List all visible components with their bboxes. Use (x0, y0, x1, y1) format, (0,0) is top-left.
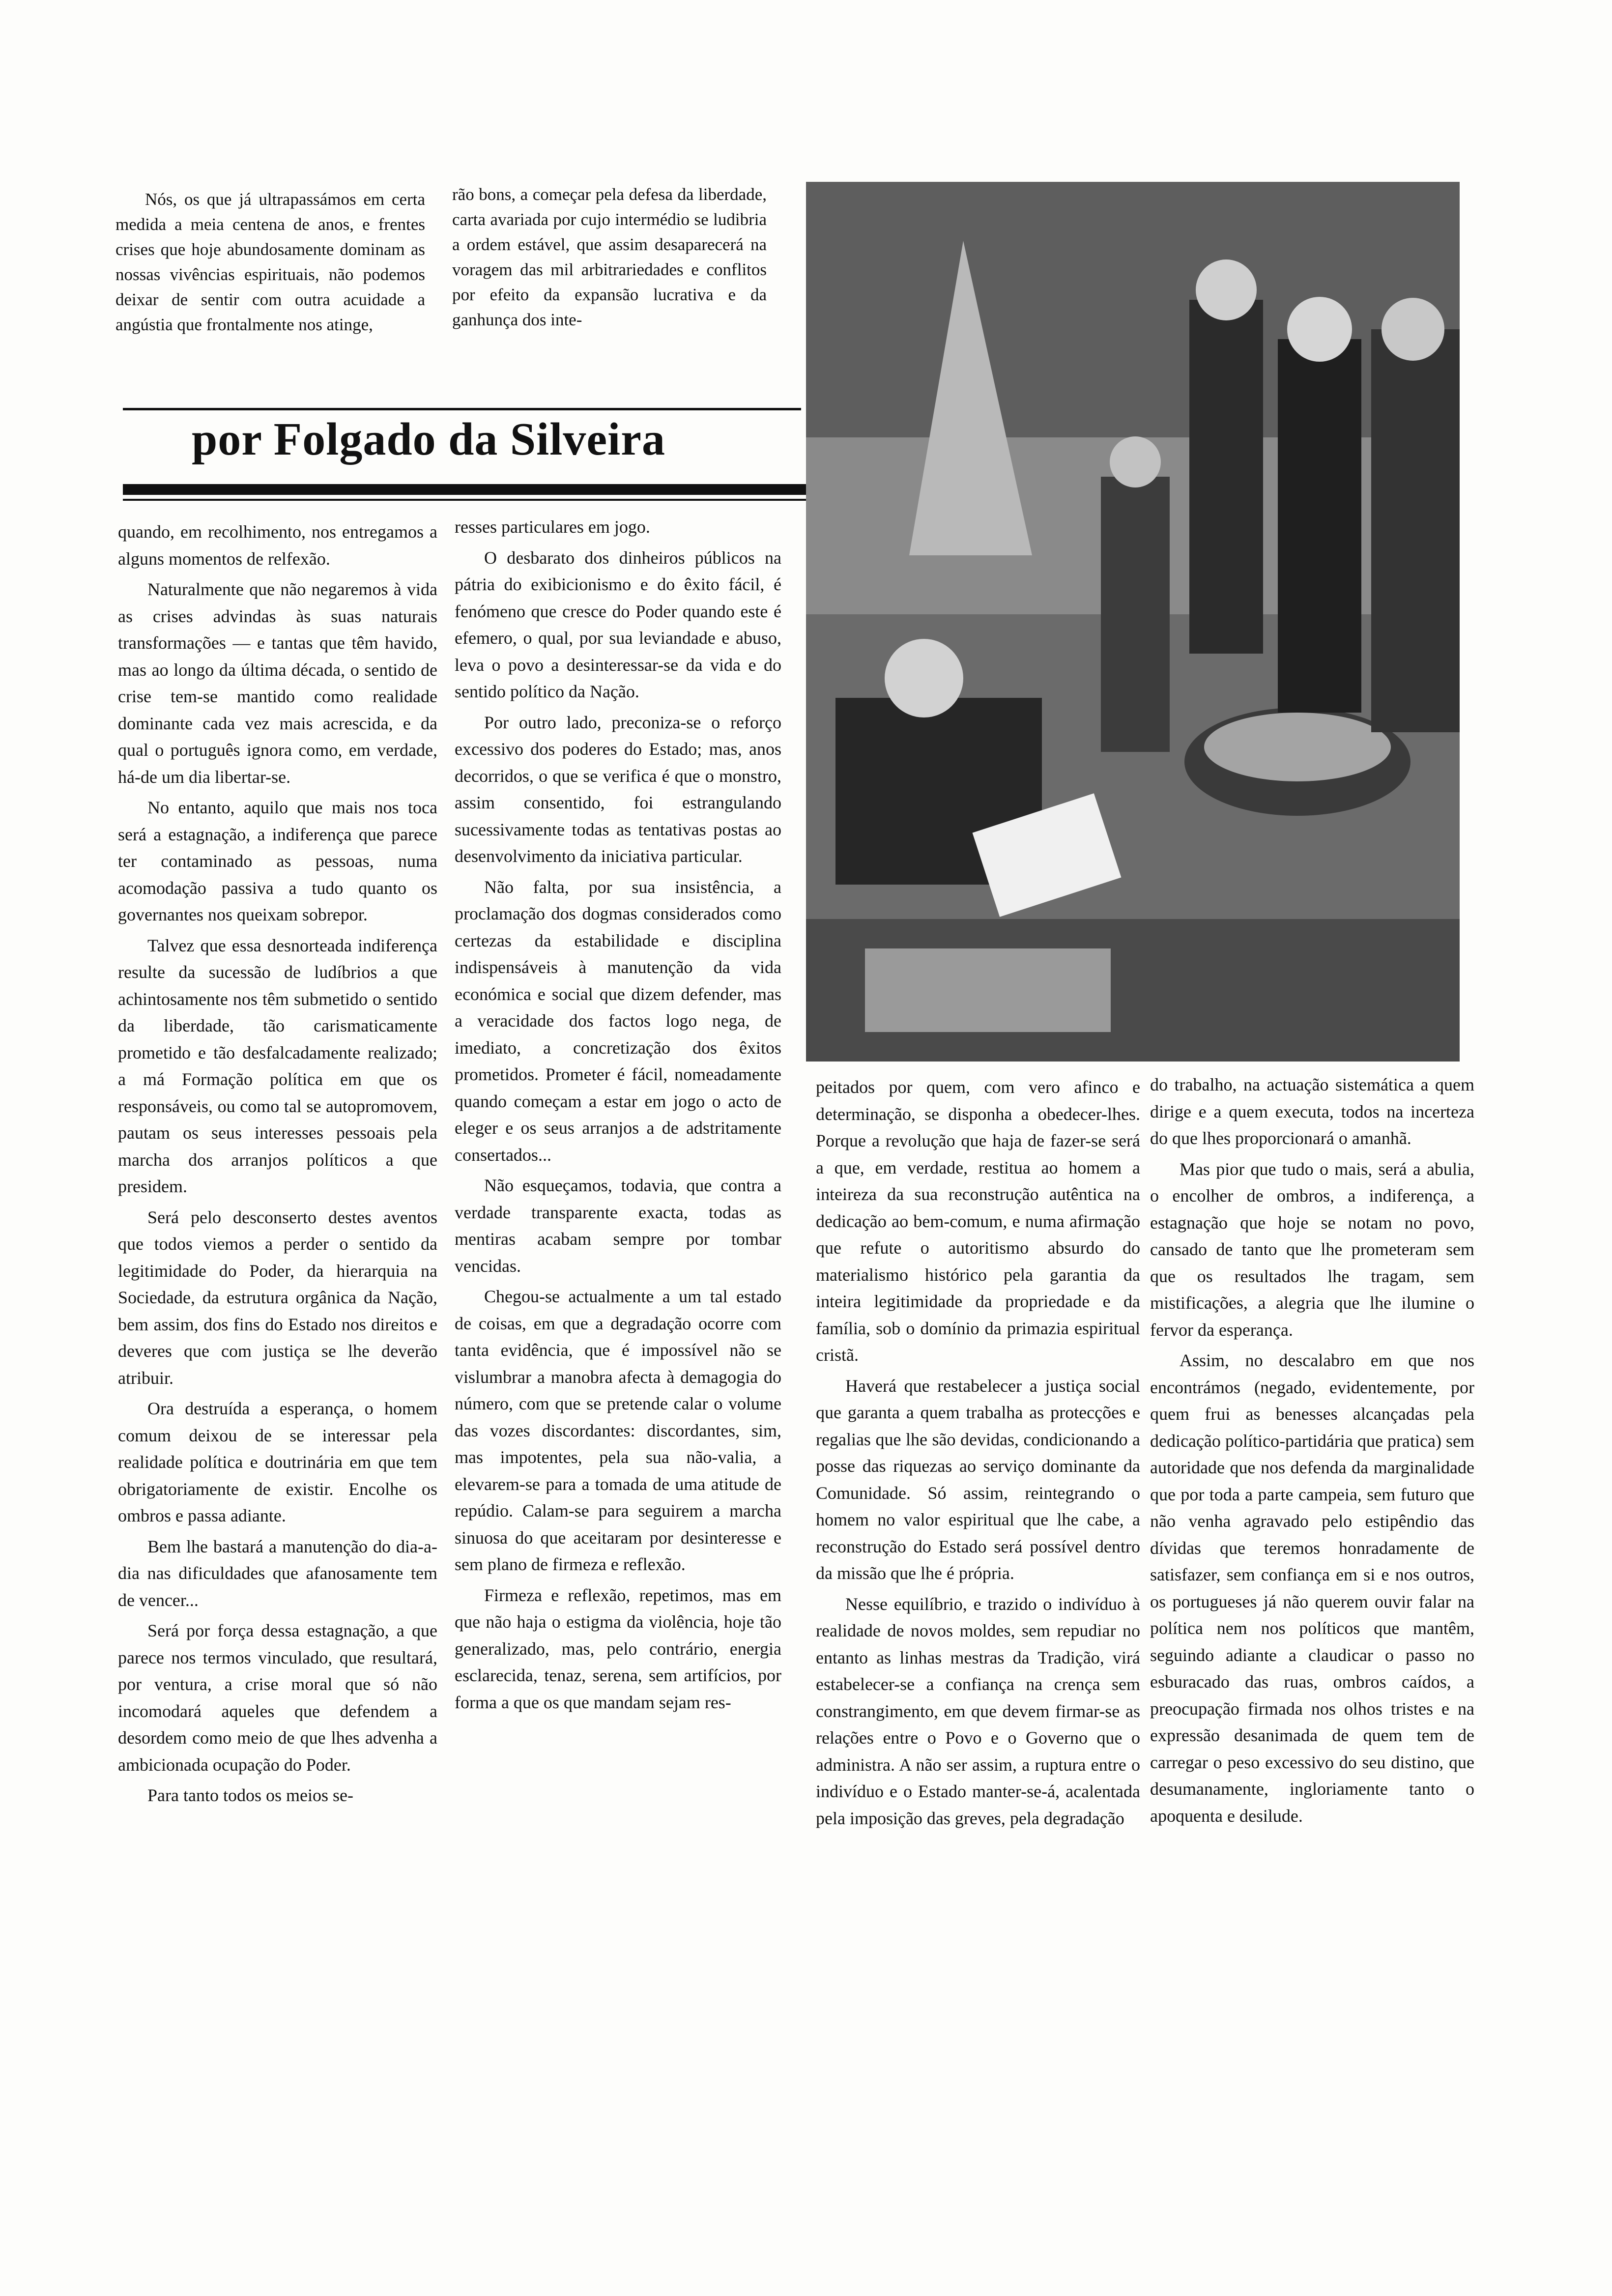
col4-paragraph: Assim, no descalabro em que nos encontrámos (negado, evidentemente, por quem frui as benesses alcançadas pela dedicação político-partidária que pratica) sem autoridade que nos defenda da marginalidade que por toda a parte campeia, sem futuro que não venha agravado pelo estipêndio das dívidas que teremos honradamente de satisfazer, sem confiança em si e nos outros, os portugueses já não querem ouvir falar na política nem nos políticos que mantêm, seguindo adiante a claudicar o passo no esburacado das ruas, ombros caídos, a preocupação firmada nos olhos tristes e na expressão desanimada de quem tem de carregar o peso excessivo do seu distino, que desumanamente, ingloriamente tanto o apoquenta e desilude. (1150, 1350, 1474, 1826)
col2-paragraph: Não esqueçamos, todavia, que contra a verdade transparente exacta, todas as mentiras acabam sempre por tombar vencidas. (455, 1176, 781, 1276)
col1-paragraph: No entanto, aquilo que mais nos toca será a estagnação, a indiferença que parece ter contaminado as pessoas, numa acomodação passiva a tudo quanto os governantes nos queixam sobrepor. (118, 798, 437, 924)
col2-paragraph: resses particulares em jogo. (455, 517, 650, 537)
column-4 (1150, 1071, 1474, 1829)
byline-rule-thick (123, 484, 806, 495)
col1-paragraph: quando, em recolhimento, nos entregamos a alguns momentos de relfexão. (118, 522, 437, 569)
intro-column-2 (452, 182, 767, 332)
col1-paragraph: Será pelo desconserto destes aventos que todos viemos a perder o sentido da legitimidade do Poder, da hierarquia na Sociedade, da estrutura orgânica da Nação, bem assim, dos fins do Estado nos direitos e deveres que com justiça se lhe deverão atribuir. (118, 1207, 437, 1388)
column-2 (455, 514, 781, 1716)
column-3 (816, 1074, 1140, 1832)
column-1 (118, 518, 437, 1809)
intro-paragraph-2: rão bons, a começar pela defesa da liberdade, carta avariada por cujo intermédio se ludibria a ordem estável, que assim desaparecerá na voragem das mil arbitrariedades e conflitos por efeito da expansão lucrativa e da ganhunça dos inte- (452, 185, 767, 329)
col4-paragraph: do trabalho, na actuação sistemática a quem dirige e a quem executa, todos na incerteza do que lhes proporcionará o amanhã. (1150, 1075, 1474, 1148)
intro-column-1 (115, 187, 425, 337)
col2-paragraph: Por outro lado, preconiza-se o reforço excessivo dos poderes do Estado; mas, anos decorridos, o que se verifica é que o monstro, assim consentido, foi estrangulando sucessivamente todas as tentativas postas ao desenvolvimento da iniciativa particular. (455, 712, 781, 866)
col3-paragraph: peitados por quem, com vero afinco e determinação, se disponha a obedecer-lhes. Porque a revolução que haja de fazer-se será a que, em verdade, restitua ao homem a inteireza da sua reconstrução autêntica na dedicação ao bem-comum, e numa afirmação que refute o autoritismo absurdo do materialismo histórico pela garantia da inteira legitimidade da propriedade e da família, sob o domínio da primazia espiritual cristã. (816, 1077, 1140, 1365)
col4-paragraph: Mas pior que tudo o mais, será a abulia, o encolher de ombros, a indiferença, a estagnação que hoje se notam no povo, cansado de tanto que lhe prometeram sem que os resultados lhe tragam, sem mistificações, a alegria que lhe ilumine o fervor da esperança. (1150, 1159, 1474, 1340)
col1-paragraph: Naturalmente que não negaremos à vida as crises advindas às suas naturais transformações — e tantas que têm havido, mas ao longo da última década, o sentido de crise tem-se mantido como realidade dominante cada vez mais acrescida, e da qual o português ignora como, em verdade, há-de um dia libertar-se. (118, 579, 437, 787)
col1-paragraph: Bem lhe bastará a manutenção do dia-a-dia nas dificuldades que afanosamente tem de vencer... (118, 1536, 437, 1610)
col1-paragraph: Ora destruída a esperança, o homem comum deixou de se interessar pela realidade política e doutrinária em que tem obrigatoriamente de existir. Encolhe os ombros e passa adiante. (118, 1399, 437, 1525)
col1-paragraph: Talvez que essa desnorteada indiferença resulte da sucessão de ludíbrios a que achintosamente nos têm submetido o sentido da liberdade, tão carismaticamente prometido e tão desfalcadamente realizado; a má Formação política em que os responsáveis, ou como tal se autopromovem, pautam os seus interesses pessoais pela marcha dos arranjos políticos a que presidem. (118, 935, 437, 1196)
photograph-image (806, 182, 1460, 1062)
col2-paragraph: O desbarato dos dinheiros públicos na pátria do exibicionismo e do êxito fácil, é fenómeno que cresce do Poder quando este é efemero, o qual, por sua leviandade e abuso, leva o povo a desinteressar-se da vida e do sentido político da Nação. (455, 547, 781, 701)
col2-paragraph: Não falta, por sua insistência, a proclamação dos dogmas considerados como certezas da estabilidade e disciplina indispensáveis à manutenção da vida económica e social que dizem defender, mas a veracidade dos factos logo nega, de imediato, a concretização dos êxitos prometidos. Prometer é fácil, nomeadamente quando começam a estar em jogo o acto de eleger e os seus arranjos a de adstritamente consertados... (455, 877, 781, 1165)
col1-paragraph: Para tanto todos os meios se- (147, 1785, 353, 1805)
top-rule (123, 408, 801, 410)
col2-paragraph: Firmeza e reflexão, repetimos, mas em que não haja o estigma da violência, hoje tão generalizado, mas, pelo contrário, energia esclarecida, tenaz, serena, sem artifícios, por forma a que os que mandam sejam res- (455, 1585, 781, 1712)
col3-paragraph: Nesse equilíbrio, e trazido o indivíduo à realidade de novos moldes, sem repudiar no entanto as linhas mestras da Tradição, virá estabelecer-se a confiança na crença sem constrangimento, em que devem firmar-se as relações entre o Povo e o Governo que o administra. A não ser assim, a ruptura entre o indivíduo e o Estado manter-se-á, acalentada pela imposição das greves, pela degradação (816, 1594, 1140, 1828)
col3-paragraph: Haverá que restabelecer a justiça social que garanta a quem trabalha as protecções e regalias que lhe são devidas, condicionando a posse das riquezas ao serviço dominante da Comunidade. Só assim, reintegrando o homem no valor espiritual que lhe cabe, a reconstrução do Estado será possível dentro da missão que lhe é própria. (816, 1376, 1140, 1583)
byline: por Folgado da Silveira (192, 414, 665, 465)
byline-rule-thin (123, 499, 806, 501)
col2-paragraph: Chegou-se actualmente a um tal estado de coisas, em que a degradação ocorre com tanta evidência, que é impossível não se vislumbrar a manobra afecta à demagogia do número, com que se pretende calar o volume das vozes discordantes: discordantes, sim, mas impotentes, pela sua não-valia, a elevarem-se para a tomada de uma atitude de repúdio. Calam-se para seguirem a marcha sinuosa do que aceitaram por desinteresse e sem plano de firmeza e reflexão. (455, 1287, 781, 1574)
news-photograph (806, 182, 1460, 1062)
col1-paragraph: Será por força dessa estagnação, a que parece nos termos vinculado, que resultará, por ventura, a crise moral que só não incomodará aqueles que defendem a desordem como meio de que lhes advenha a ambicionada ocupação do Poder. (118, 1621, 437, 1775)
intro-paragraph-1: Nós, os que já ultrapassámos em certa medida a meia centena de anos, e frentes crises que hoje abundosamente dominam as nossas vivências espirituais, não podemos deixar de sentir com outra acuidade a angústia que frontalmente nos atinge, (115, 190, 425, 334)
